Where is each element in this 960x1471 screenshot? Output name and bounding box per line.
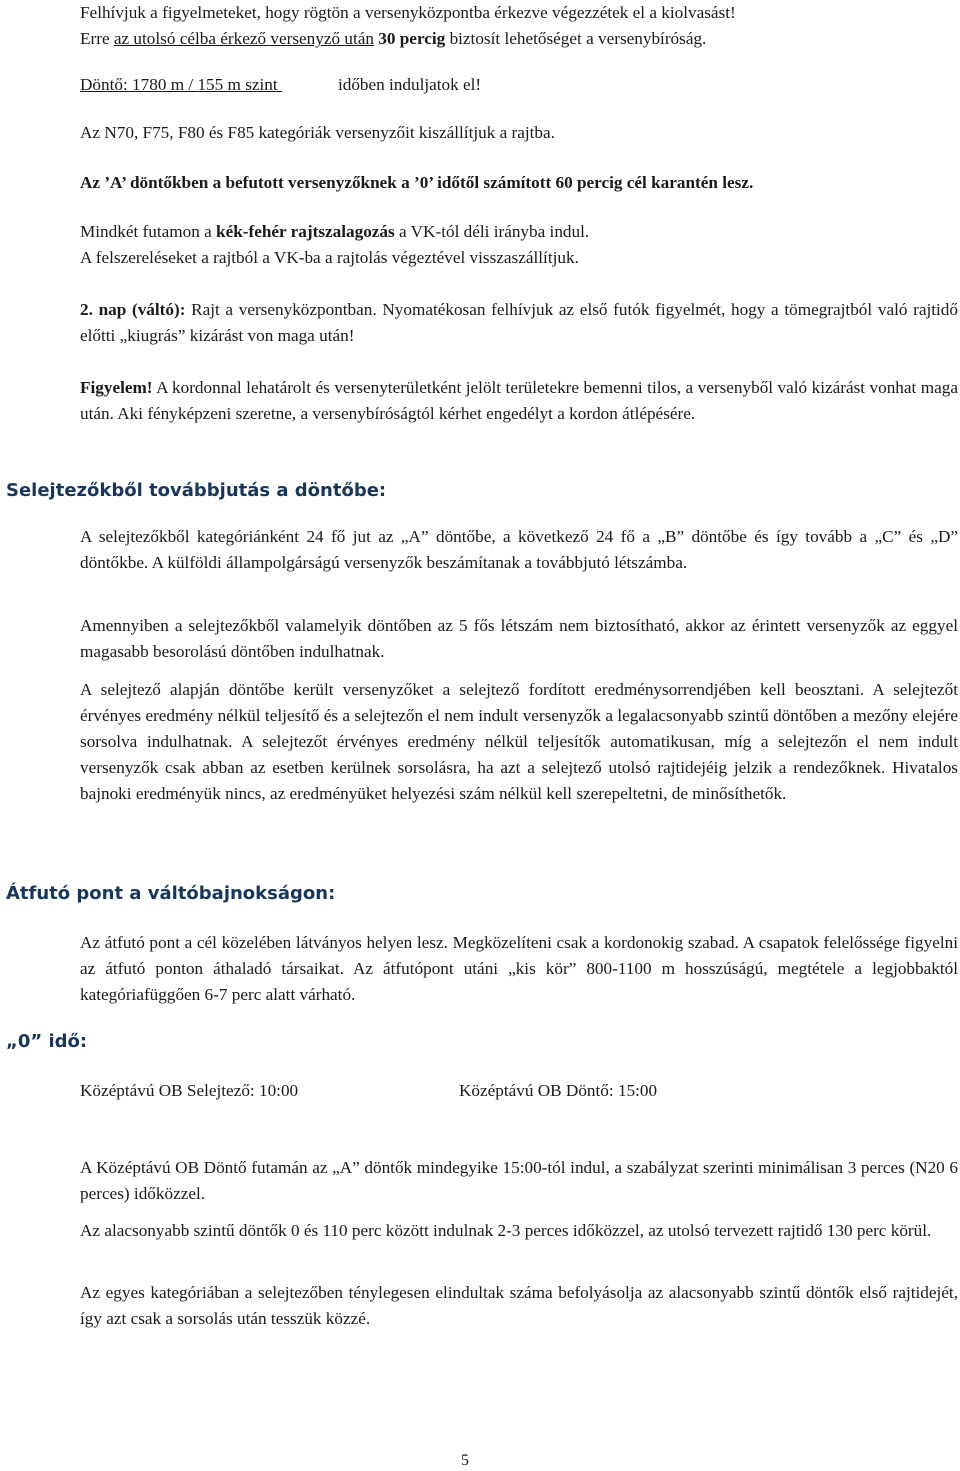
start-route-line-1 <box>80 219 958 245</box>
intro-bold-text: 30 percig <box>378 29 446 48</box>
qualification-paragraph-1: A selejtezőkből kategóriánként 24 fő jut az „A” döntőbe, a következő 24 fő a „B” döntőbe és így tovább a „C” és „D” döntőkbe. A külföldi állampolgárságú versenyzők beszámítanak a továbbjutó létszámba. <box>80 527 958 572</box>
donto-tail: időben induljatok el! <box>337 75 482 94</box>
intro-paragraph <box>80 0 958 52</box>
page-number: 5 <box>461 1452 469 1469</box>
start-route-tail: a VK-tól déli irányba indul. <box>394 222 590 241</box>
donto-line <box>80 72 958 98</box>
quarantine-note: Az ’A’ döntőkben a befutott versenyzőknek a ’0’ időtől számított 60 percig cél karantén lesz. <box>80 173 754 192</box>
section-heading-relay: Átfutó pont a váltóbajnokságon: <box>6 883 336 904</box>
start-route-line-2: A felszereléseket a rajtból a VK-ba a rajtolás végeztével visszaszállítjuk. <box>80 248 579 267</box>
warning-text: A kordonnal lehatárolt és versenyterületként jelölt területekre bemenni tilos, a versenyből való kizárást vonhat maga után. Aki fényképzeni szeretne, a versenybíróságtól kérhet engedélyt a kordon átlépésére. <box>80 378 958 423</box>
section-heading-qualification: Selejtezőkből továbbjutás a döntőbe: <box>6 480 387 501</box>
relay-paragraph: Az átfutó pont a cél közelében látványos helyen lesz. Megközelíteni csak a kordonokig szabad. A csapatok felelőssége figyelni az átfutó ponton áthaladó társaikat. Az átfutópont utáni „kis kör” 800-1100 m hosszúságú, megtétele a legjobbaktól kategóriafüggően 6-7 perc alatt várható. <box>80 933 958 1004</box>
section-heading-zero-time: „0” idő: <box>6 1031 88 1052</box>
day2-text: Rajt a versenyközpontban. Nyomatékosan felhívjuk az első futók figyelmét, hogy a tömegrajtból való rajtidő előtti „kiugrás” kizárást von maga után! <box>80 300 958 345</box>
start-route-paragraph <box>80 219 958 271</box>
day2-label: 2. nap (váltó): <box>80 300 186 319</box>
intro-text-tail: biztosít lehetőséget a versenybíróság. <box>445 29 707 48</box>
warning-paragraph <box>80 375 958 427</box>
start-times-left: Középtávú OB Selejtező: 10:00 <box>80 1081 299 1100</box>
intro-line-2 <box>80 26 958 52</box>
day2-paragraph <box>80 297 958 349</box>
zero-time-paragraph-3: Az egyes kategóriában a selejtezőben ténylegesen elindultak száma befolyásolja az alacsonyabb szintű döntők első rajtidejét, így azt csak a sorsolás után tesszük közzé. <box>80 1283 958 1328</box>
intro-line-1: Felhívjuk a figyelmeteket, hogy rögtön a versenyközpontba érkezve végezzétek el a kiolvasást! <box>80 3 736 22</box>
intro-underlined-text: az utolsó célba érkező versenyző után <box>113 29 374 48</box>
start-route-text: Mindkét futamon a <box>80 222 217 241</box>
intro-text: Erre <box>80 29 114 48</box>
start-route-bold: kék-fehér rajtszalagozás <box>216 222 395 241</box>
qualification-paragraph-3: A selejtező alapján döntőbe került versenyzőket a selejtező fordított eredménysorrendjében kell beosztani. A selejtezőt érvényes eredmény nélkül teljesítő és a selejtezőn el nem indult versenyzők a legalacsonyabb szintű döntőben a mezőny elejére sorsolva indulhatnak. A selejtezőt érvényes eredmény nélkül teljesítők automatikusan, míg a selejtezőn el nem indult versenyzők csak abban az esetben kerülnek sorsolásra, ha azt a selejtező utolsó rajtidejéig jelzik a rendezőknek. Hivatalos bajnoki eredményük nincs, az eredményüket helyezési szám nélkül kell szerepeltetni, de minősíthetők. <box>80 680 958 803</box>
donto-label: Döntő: 1780 m / 155 m szint <box>80 75 282 94</box>
zero-time-paragraph-2: Az alacsonyabb szintű döntők 0 és 110 perc között indulnak 2-3 perces időközzel, az utolsó tervezett rajtidő 130 perc körül. <box>80 1221 932 1240</box>
category-transport-note: Az N70, F75, F80 és F85 kategóriák versenyzőit kiszállítjuk a rajtba. <box>80 123 555 142</box>
zero-time-paragraph-1: A Középtávú OB Döntő futamán az „A” döntők mindegyike 15:00-tól indul, a szabályzat szerinti minimálisan 3 perces (N20 6 perces) időközzel. <box>80 1158 958 1203</box>
start-times-right: Középtávú OB Döntő: 15:00 <box>459 1081 658 1100</box>
qualification-paragraph-2: Amennyiben a selejtezőkből valamelyik döntőben az 5 fős létszám nem biztosítható, akkor az érintett versenyzők az eggyel magasabb besorolású döntőben indulhatnak. <box>80 616 958 661</box>
warning-label: Figyelem! <box>80 378 153 397</box>
